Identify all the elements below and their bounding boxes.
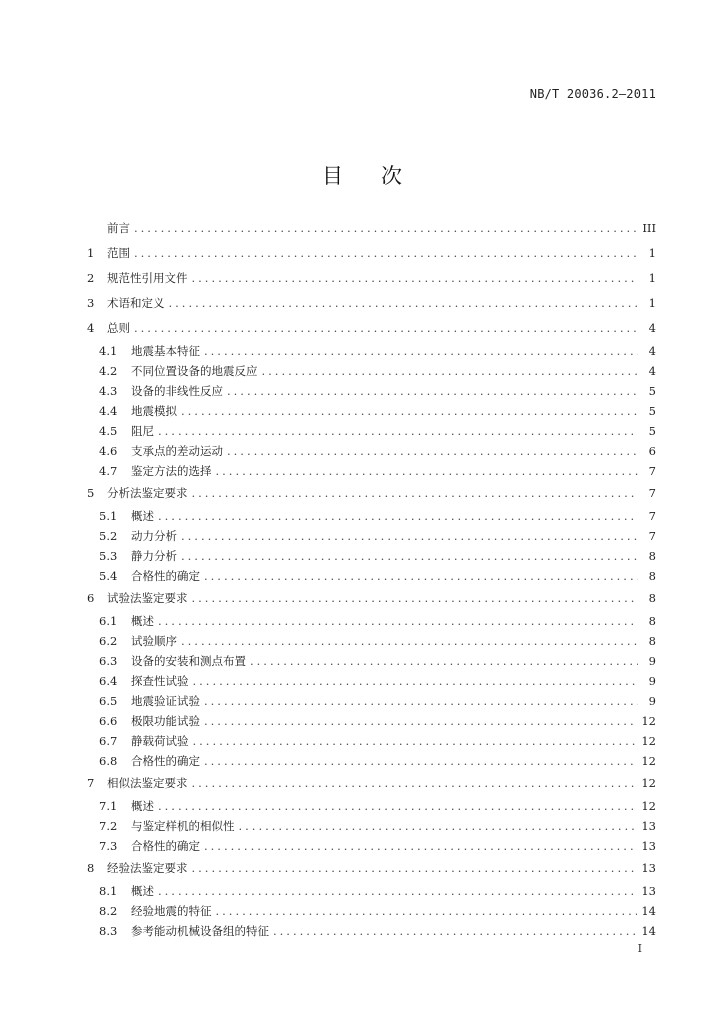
toc-dot-leader: [158, 881, 637, 901]
toc-entry[interactable]: [87, 341, 656, 361]
standard-code: NB/T 20036.2—2011: [529, 87, 656, 101]
toc-dot-leader: [158, 796, 637, 816]
toc-dot-leader: [134, 316, 638, 341]
toc-entry-page: 8: [648, 614, 656, 628]
toc-entry-page: 9: [648, 654, 656, 668]
toc-entry[interactable]: [87, 901, 656, 921]
toc-entry-number: 3: [87, 296, 95, 310]
toc-entry-title: 支承点的差动运动: [131, 444, 223, 458]
toc-entry[interactable]: [87, 241, 656, 266]
toc-entry-number: 6.2: [99, 634, 118, 648]
toc-entry-number: 6.1: [99, 614, 118, 628]
toc-entry-page: 12: [641, 714, 656, 728]
toc-dot-leader: [134, 241, 638, 266]
toc-entry-number: 5: [87, 486, 95, 500]
toc-entry-number: 4.5: [99, 424, 118, 438]
toc-dot-leader: [204, 751, 637, 771]
toc-entry[interactable]: [87, 881, 656, 901]
toc-entry[interactable]: [87, 381, 656, 401]
toc-entry[interactable]: [87, 796, 656, 816]
toc-entry-number: 5.3: [99, 549, 118, 563]
toc-entry-title: 概述: [131, 799, 154, 813]
table-of-contents: [87, 216, 656, 941]
toc-entry-number: 7.1: [99, 799, 118, 813]
toc-entry[interactable]: [87, 266, 656, 291]
toc-dot-leader: [227, 441, 638, 461]
toc-entry-title: 合格性的确定: [131, 839, 200, 853]
toc-entry-title: 术语和定义: [107, 296, 165, 310]
toc-dot-leader: [204, 711, 637, 731]
toc-entry-number: 6.7: [99, 734, 118, 748]
toc-entry-title: 总则: [107, 321, 130, 335]
toc-entry-title: 阻尼: [131, 424, 154, 438]
toc-dot-leader: [204, 566, 638, 586]
toc-dot-leader: [204, 341, 638, 361]
toc-entry-number: 8: [87, 861, 95, 875]
toc-dot-leader: [204, 691, 638, 711]
toc-entry[interactable]: [87, 361, 656, 381]
toc-entry[interactable]: [87, 751, 656, 771]
toc-entry-title: 不同位置设备的地震反应: [131, 364, 258, 378]
toc-entry-number: 4.7: [99, 464, 118, 478]
toc-dot-leader: [193, 731, 638, 751]
toc-entry-page: 9: [648, 674, 656, 688]
toc-entry[interactable]: [87, 546, 656, 566]
toc-entry-page: 5: [648, 424, 656, 438]
toc-entry[interactable]: [87, 291, 656, 316]
toc-dot-leader: [192, 771, 638, 796]
toc-entry-page: 8: [648, 591, 656, 605]
toc-entry-title: 设备的非线性反应: [131, 384, 223, 398]
toc-entry-number: 6.8: [99, 754, 118, 768]
toc-entry[interactable]: [87, 526, 656, 546]
toc-dot-leader: [273, 921, 637, 941]
toc-entry-title: 前言: [107, 221, 130, 235]
toc-entry-page: 6: [648, 444, 656, 458]
toc-entry-number: 7.2: [99, 819, 118, 833]
toc-entry[interactable]: [87, 481, 656, 506]
toc-entry-number: 4.2: [99, 364, 118, 378]
toc-entry-number: 4.6: [99, 444, 118, 458]
toc-entry-page: 8: [648, 634, 656, 648]
toc-entry-title: 极限功能试验: [131, 714, 200, 728]
toc-entry[interactable]: [87, 566, 656, 586]
toc-entry-number: 6.4: [99, 674, 118, 688]
toc-entry-title: 地震验证试验: [131, 694, 200, 708]
toc-entry-title: 探查性试验: [131, 674, 189, 688]
toc-entry-number: 6: [87, 591, 95, 605]
toc-entry-number: 5.2: [99, 529, 118, 543]
toc-entry-page: 1: [648, 296, 656, 310]
toc-entry[interactable]: [87, 836, 656, 856]
toc-entry-page: 13: [641, 839, 656, 853]
toc-dot-leader: [158, 421, 638, 441]
toc-entry-title: 试验法鉴定要求: [107, 591, 188, 605]
toc-entry[interactable]: [87, 441, 656, 461]
toc-entry-title: 参考能动机械设备组的特征: [131, 924, 269, 938]
toc-entry-title: 试验顺序: [131, 634, 177, 648]
toc-entry-page: 7: [648, 529, 656, 543]
toc-entry-title: 规范性引用文件: [107, 271, 188, 285]
toc-entry[interactable]: [87, 611, 656, 631]
toc-dot-leader: [192, 856, 638, 881]
toc-entry-page: 14: [641, 924, 656, 938]
page-title: 目次: [322, 164, 440, 188]
toc-entry-page: 12: [641, 734, 656, 748]
toc-entry-title: 动力分析: [131, 529, 177, 543]
toc-dot-leader: [181, 526, 638, 546]
toc-entry[interactable]: [87, 691, 656, 711]
toc-entry-title: 经验地震的特征: [131, 904, 212, 918]
toc-dot-leader: [193, 671, 639, 691]
toc-entry-title: 地震基本特征: [131, 344, 200, 358]
toc-entry-title: 合格性的确定: [131, 569, 200, 583]
toc-entry-title: 静力分析: [131, 549, 177, 563]
toc-entry-page: 7: [648, 464, 656, 478]
toc-entry-number: 4: [87, 321, 95, 335]
toc-entry-number: 4.1: [99, 344, 118, 358]
toc-entry-number: 6.3: [99, 654, 118, 668]
toc-entry[interactable]: [87, 506, 656, 526]
toc-entry-page: 14: [641, 904, 656, 918]
toc-entry-title: 概述: [131, 509, 154, 523]
toc-entry[interactable]: [87, 401, 656, 421]
toc-entry[interactable]: [87, 651, 656, 671]
toc-entry-page: 13: [641, 819, 656, 833]
toc-entry-title: 经验法鉴定要求: [107, 861, 188, 875]
toc-entry-title: 分析法鉴定要求: [107, 486, 188, 500]
toc-dot-leader: [204, 836, 637, 856]
toc-entry-title: 静载荷试验: [131, 734, 189, 748]
toc-dot-leader: [192, 266, 639, 291]
toc-entry-title: 范围: [107, 246, 130, 260]
toc-entry[interactable]: [87, 921, 656, 941]
toc-entry-page: 8: [648, 569, 656, 583]
toc-dot-leader: [181, 401, 638, 421]
toc-entry-title: 鉴定方法的选择: [131, 464, 212, 478]
toc-entry-number: 8.2: [99, 904, 118, 918]
toc-dot-leader: [250, 651, 638, 671]
toc-entry-number: 6.5: [99, 694, 118, 708]
toc-entry-number: 2: [87, 271, 95, 285]
toc-dot-leader: [192, 586, 639, 611]
toc-entry-page: 12: [641, 754, 656, 768]
toc-entry-number: 6.6: [99, 714, 118, 728]
toc-entry[interactable]: [87, 731, 656, 751]
toc-entry-page: 7: [648, 509, 656, 523]
toc-dot-leader: [227, 381, 638, 401]
toc-entry[interactable]: [87, 216, 656, 241]
toc-entry-title: 概述: [131, 884, 154, 898]
toc-entry-title: 设备的安装和测点布置: [131, 654, 246, 668]
toc-entry-page: 4: [648, 344, 656, 358]
toc-entry-number: 8.3: [99, 924, 118, 938]
toc-dot-leader: [262, 361, 639, 381]
toc-entry-title: 地震模拟: [131, 404, 177, 418]
toc-dot-leader: [181, 631, 638, 651]
toc-entry[interactable]: [87, 816, 656, 836]
toc-entry[interactable]: [87, 631, 656, 651]
page-number: I: [637, 942, 642, 955]
toc-entry-page: 4: [648, 364, 656, 378]
toc-entry[interactable]: [87, 856, 656, 881]
toc-dot-leader: [192, 481, 639, 506]
toc-entry-page: 4: [648, 321, 656, 335]
toc-dot-leader: [216, 461, 639, 481]
toc-entry-page: 13: [641, 884, 656, 898]
toc-entry[interactable]: [87, 461, 656, 481]
toc-entry-title: 概述: [131, 614, 154, 628]
toc-entry-title: 相似法鉴定要求: [107, 776, 188, 790]
toc-entry-number: 7.3: [99, 839, 118, 853]
toc-entry-number: 5.4: [99, 569, 118, 583]
toc-entry-page: 5: [648, 404, 656, 418]
toc-entry-number: 4.3: [99, 384, 118, 398]
toc-entry[interactable]: [87, 671, 656, 691]
toc-entry-page: 1: [648, 271, 656, 285]
toc-dot-leader: [239, 816, 638, 836]
toc-dot-leader: [158, 611, 638, 631]
toc-entry[interactable]: [87, 586, 656, 611]
toc-entry-page: III: [642, 221, 656, 235]
toc-entry[interactable]: [87, 771, 656, 796]
toc-entry-page: 1: [648, 246, 656, 260]
toc-entry[interactable]: [87, 316, 656, 341]
toc-entry-number: 5.1: [99, 509, 118, 523]
toc-dot-leader: [216, 901, 638, 921]
toc-entry-number: 1: [87, 246, 95, 260]
toc-entry-number: 8.1: [99, 884, 118, 898]
toc-entry-number: 4.4: [99, 404, 118, 418]
toc-dot-leader: [158, 506, 638, 526]
toc-dot-leader: [134, 216, 638, 241]
toc-dot-leader: [169, 291, 639, 316]
toc-entry-page: 5: [648, 384, 656, 398]
toc-entry-title: 与鉴定样机的相似性: [131, 819, 235, 833]
toc-entry-page: 12: [641, 799, 656, 813]
toc-entry[interactable]: [87, 711, 656, 731]
toc-entry-page: 8: [648, 549, 656, 563]
toc-entry-page: 7: [648, 486, 656, 500]
toc-entry-page: 9: [648, 694, 656, 708]
toc-entry-page: 12: [641, 776, 656, 790]
toc-entry-title: 合格性的确定: [131, 754, 200, 768]
toc-entry[interactable]: [87, 421, 656, 441]
toc-entry-number: 7: [87, 776, 95, 790]
toc-entry-page: 13: [641, 861, 656, 875]
toc-dot-leader: [181, 546, 638, 566]
